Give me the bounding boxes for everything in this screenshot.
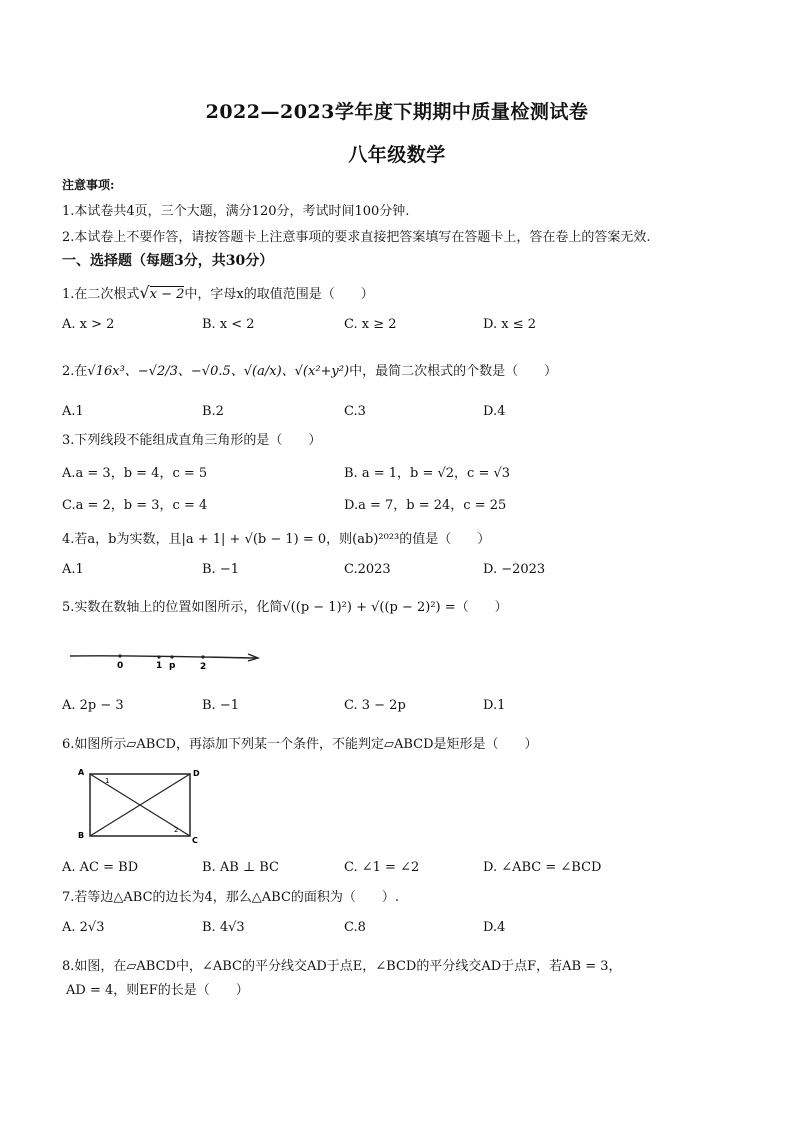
question-2-expr-5: 、√(x²+y²) xyxy=(281,364,350,379)
q5-option-a: A. 2p − 3 xyxy=(62,698,124,713)
q4-option-b: B. −1 xyxy=(202,562,239,577)
question-2-prefix: 2.在 xyxy=(62,364,88,379)
q4-option-a: A.1 xyxy=(62,562,84,577)
section-heading: 一、选择题（每题3分，共30分） xyxy=(62,253,274,269)
axis-label-0: 0 xyxy=(117,661,124,671)
q2-option-c: C.3 xyxy=(344,404,366,419)
tick-p xyxy=(170,655,173,658)
tick-0 xyxy=(118,654,121,657)
question-3: 3.下列线段不能组成直角三角形的是（ ） xyxy=(62,433,322,448)
question-1 xyxy=(62,283,374,302)
question-7: 7.若等边△ABC的边长为4，那么△ABC的面积为（ ）. xyxy=(62,890,400,905)
exam-title: 2022—2023学年度下期期中质量检测试卷 xyxy=(205,101,589,123)
notice-item-2: 2.本试卷上不要作答，请按答题卡上注意事项的要求直接把答案填写在答题卡上，答在卷上的答案无效. xyxy=(62,230,651,245)
radical-sign: √ xyxy=(139,283,150,302)
question-2 xyxy=(62,360,557,379)
q1-option-c: C. x ≥ 2 xyxy=(344,317,397,332)
q5-option-c: C. 3 − 2p xyxy=(344,698,406,713)
q6-option-b: B. AB ⊥ BC xyxy=(202,860,279,875)
q7-option-a: A. 2√3 xyxy=(62,920,105,935)
angle-1-label: 1 xyxy=(105,777,110,785)
q4-option-c: C.2023 xyxy=(344,562,391,577)
question-4: 4.若a，b为实数，且|a + 1| + √(b − 1) = 0，则(ab)²⁰²³的值是（ ） xyxy=(62,532,491,547)
q1-option-a: A. x > 2 xyxy=(62,317,115,332)
q4-option-d: D. −2023 xyxy=(483,562,546,577)
q3-option-b: B. a = 1，b = √2，c = √3 xyxy=(344,466,511,481)
vertex-c: C xyxy=(192,836,198,845)
question-2-expr-2: 、−√2/3 xyxy=(124,364,178,379)
q5-option-d: D.1 xyxy=(483,698,506,713)
question-2-expr-3: 、−√0.5 xyxy=(177,364,231,379)
vertex-d: D xyxy=(193,769,200,778)
q3-option-c: C.a = 2，b = 3，c = 4 xyxy=(62,498,208,513)
q6-option-d: D. ∠ABC = ∠BCD xyxy=(483,860,602,875)
question-1-prefix: 1.在二次根式 xyxy=(62,287,140,302)
exam-subtitle: 八年级数学 xyxy=(348,144,446,166)
q6-option-c: C. ∠1 = ∠2 xyxy=(344,860,420,875)
q2-option-b: B.2 xyxy=(202,404,224,419)
number-line-axis xyxy=(70,656,256,658)
question-2-suffix: 中，最简二次根式的个数是（ ） xyxy=(349,364,558,379)
axis-label-p: p xyxy=(169,661,176,671)
question-8-line-1: 8.如图，在▱ABCD中，∠ABC的平分线交AD于点E，∠BCD的平分线交AD于点F，若AB = 3， xyxy=(62,959,622,974)
question-8-line-2: AD = 4，则EF的长是（ ） xyxy=(66,983,249,998)
question-2-expr-4: 、√(a/x) xyxy=(230,364,282,379)
axis-label-2: 2 xyxy=(200,662,207,672)
tick-2 xyxy=(201,655,204,658)
question-1-radicand: x − 2 xyxy=(149,287,185,302)
q5-option-b: B. −1 xyxy=(202,698,239,713)
question-2-expr-1: √16x³ xyxy=(87,364,125,379)
tick-1 xyxy=(157,655,160,658)
question-5: 5.实数在数轴上的位置如图所示，化简√((p − 1)²) + √((p − 2)²) =（ ） xyxy=(62,600,508,615)
question-6: 6.如图所示▱ABCD，再添加下列某一个条件，不能判定▱ABCD是矩形是（ ） xyxy=(62,737,538,752)
q1-option-d: D. x ≤ 2 xyxy=(483,317,536,332)
angle-2-label: 2 xyxy=(174,826,179,834)
q3-option-d: D.a = 7，b = 24，c = 25 xyxy=(344,498,507,513)
axis-label-1: 1 xyxy=(156,661,163,671)
q6-option-a: A. AC = BD xyxy=(62,860,139,875)
notice-heading: 注意事项: xyxy=(62,178,115,192)
q7-option-b: B. 4√3 xyxy=(202,920,245,935)
q1-option-b: B. x < 2 xyxy=(202,317,255,332)
number-line-figure xyxy=(68,648,268,678)
question-1-suffix: 中，字母x的取值范围是（ ） xyxy=(184,287,374,302)
q2-option-d: D.4 xyxy=(483,404,506,419)
q2-option-a: A.1 xyxy=(62,404,84,419)
notice-item-1: 1.本试卷共4页，三个大题，满分120分，考试时间100分钟. xyxy=(62,204,410,219)
q7-option-d: D.4 xyxy=(483,920,506,935)
q3-option-a: A.a = 3，b = 4，c = 5 xyxy=(62,466,208,481)
q7-option-c: C.8 xyxy=(344,920,366,935)
parallelogram-figure xyxy=(78,766,218,846)
vertex-b: B xyxy=(78,831,85,840)
vertex-a: A xyxy=(78,768,85,777)
